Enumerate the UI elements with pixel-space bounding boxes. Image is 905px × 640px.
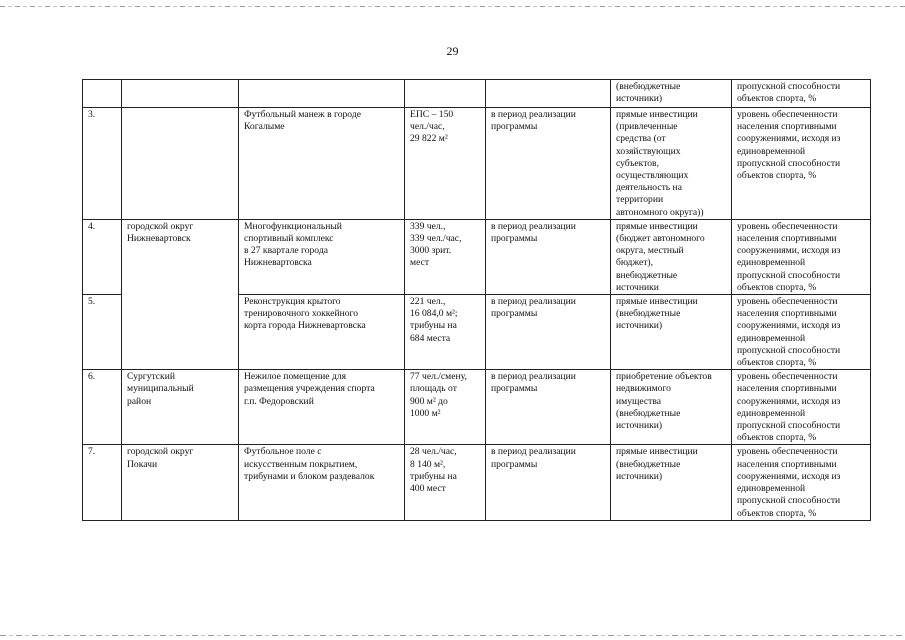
municipality-cell: городской округ Покачи — [122, 445, 239, 520]
indicator-cell: уровень обеспеченности населения спортивными сооружениями, исходя из единовременной пропускной способности объектов спорта, % — [732, 370, 871, 445]
funding-source-cell: прямые инвестиции (внебюджетные источники) — [611, 445, 732, 520]
row-number-cell: 6. — [83, 370, 122, 445]
period-cell: в период реализации программы — [486, 295, 611, 370]
table-row — [83, 370, 871, 445]
capacity-cell: 221 чел., 16 084,0 м²; трибуны на 684 места — [405, 295, 486, 370]
capacity-cell: 28 чел./час, 8 140 м², трибуны на 400 мест — [405, 445, 486, 520]
funding-source-cell: приобретение объектов недвижимого имущества (внебюджетные источники) — [611, 370, 732, 445]
object-cell: Футбольное поле с искусственным покрытием, трибунами и блоком раздевалок — [239, 445, 405, 520]
period-cell: в период реализации программы — [486, 219, 611, 294]
object-cell: Нежилое помещение для размещения учреждения спорта г.п. Федоровский — [239, 370, 405, 445]
object-cell: Реконструкция крытого тренировочного хоккейного корта города Нижневартовска — [239, 295, 405, 370]
period-cell: в период реализации программы — [486, 108, 611, 220]
objects-table — [82, 79, 871, 521]
row-number-cell — [83, 80, 122, 108]
municipality-cell: Сургутский муниципальный район — [122, 370, 239, 445]
funding-source-cell: прямые инвестиции (внебюджетные источники) — [611, 295, 732, 370]
indicator-cell: пропускной способности объектов спорта, % — [732, 80, 871, 108]
municipality-cell — [122, 108, 239, 220]
row-number-cell: 7. — [83, 445, 122, 520]
table-row — [83, 80, 871, 108]
capacity-cell: ЕПС – 150 чел./час, 29 822 м² — [405, 108, 486, 220]
object-cell: Футбольный манеж в городе Когалыме — [239, 108, 405, 220]
funding-source-cell: прямые инвестиции (привлеченные средства (от хозяйствующих субъектов, осуществляющих деятельность на территории автономного округа)) — [611, 108, 732, 220]
indicator-cell: уровень обеспеченности населения спортивными сооружениями, исходя из единовременной пропускной способности объектов спорта, % — [732, 295, 871, 370]
table-row — [83, 445, 871, 520]
funding-source-cell: прямые инвестиции (бюджет автономного округа, местный бюджет), внебюджетные источники — [611, 219, 732, 294]
table-row — [83, 108, 871, 220]
scan-edge-top — [0, 6, 905, 7]
table-row — [83, 219, 871, 294]
municipality-cell — [122, 80, 239, 108]
period-cell — [486, 80, 611, 108]
municipality-cell: городской округ Нижневартовск — [122, 219, 239, 369]
row-number-cell: 3. — [83, 108, 122, 220]
capacity-cell: 339 чел., 339 чел./час, 3000 зрит. мест — [405, 219, 486, 294]
page-number: 29 — [446, 44, 459, 58]
indicator-cell: уровень обеспеченности населения спортивными сооружениями, исходя из единовременной пропускной способности объектов спорта, % — [732, 108, 871, 220]
period-cell: в период реализации программы — [486, 370, 611, 445]
indicator-cell: уровень обеспеченности населения спортивными сооружениями, исходя из единовременной пропускной способности объектов спорта, % — [732, 219, 871, 294]
capacity-cell — [405, 80, 486, 108]
row-number-cell: 5. — [83, 295, 122, 370]
funding-source-cell: (внебюджетные источники) — [611, 80, 732, 108]
capacity-cell: 77 чел./смену, площадь от 900 м² до 1000 м² — [405, 370, 486, 445]
period-cell: в период реализации программы — [486, 445, 611, 520]
indicator-cell: уровень обеспеченности населения спортивными сооружениями, исходя из единовременной пропускной способности объектов спорта, % — [732, 445, 871, 520]
row-number-cell: 4. — [83, 219, 122, 294]
object-cell: Многофункциональный спортивный комплекс в 27 квартале города Нижневартовска — [239, 219, 405, 294]
scan-edge-bottom — [0, 635, 905, 636]
object-cell — [239, 80, 405, 108]
